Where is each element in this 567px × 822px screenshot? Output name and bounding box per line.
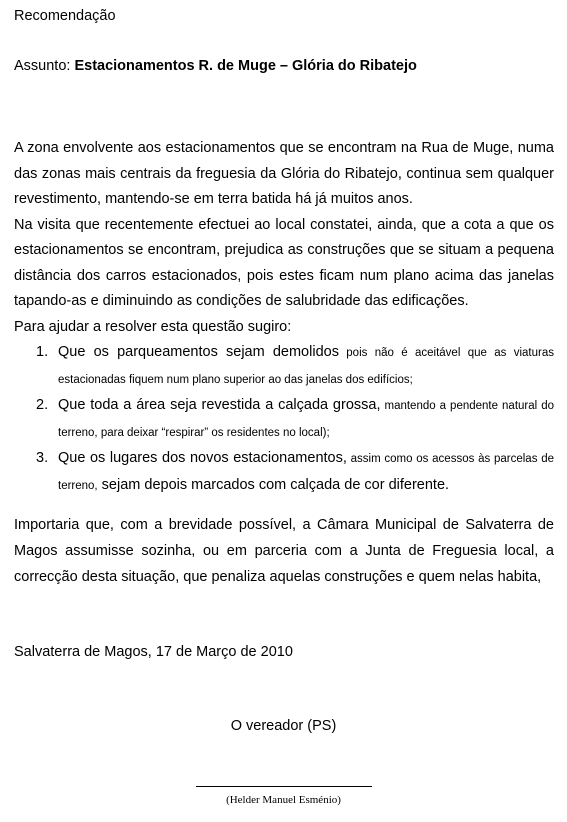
document-body (14, 136, 554, 499)
subject-line (14, 58, 417, 74)
paragraph-2: Na visita que recentemente efectuei ao local constatei, ainda, que a cota a que os estacionamentos se encontram, prejudica as construções que se situam a pequena distância dos carros estacionados, pois estes ficam num plano acima das janelas tapando-as e diminuindo as condições de salubridade das edificações. (14, 216, 554, 309)
suggestion-main: Que os lugares dos novos estacionamentos, (58, 450, 347, 466)
closing-section (14, 512, 554, 590)
suggestion-number: 3. (36, 450, 49, 466)
suggestion-item (14, 393, 554, 446)
suggestion-number: 1. (36, 344, 49, 360)
signer-role: O vereador (PS) (230, 718, 337, 734)
suggestion-detail: assim como os acessos às parcelas de terreno, (58, 453, 554, 492)
suggestion-number: 2. (36, 397, 49, 413)
suggestion-item (14, 340, 554, 393)
suggestion-main: Que os parqueamentos sejam demolidos (58, 344, 339, 360)
signer-name: (Helder Manuel Esménio) (226, 794, 341, 806)
subject-text: Estacionamentos R. de Muge – Glória do Ribatejo (74, 58, 417, 74)
suggestion-detail: mantendo a pendente natural do terreno, para deixar “respirar” os residentes no local); (58, 400, 554, 439)
suggestion-main: Que toda a área seja revestida a calçada grossa, (58, 397, 381, 413)
suggestion-detail: pois não é aceitável que as viaturas estacionadas fiquem num plano superior ao das janelas dos edifícios; (58, 347, 554, 386)
closing-paragraph: Importaria que, com a brevidade possível, a Câmara Municipal de Salvaterra de Magos assumisse sozinha, ou em parceria com a Junta de Freguesia local, a correcção desta situação, que penaliza aquelas construções e quem nelas habita, (14, 517, 554, 585)
signature-line (196, 786, 372, 787)
place-date: Salvaterra de Magos, 17 de Março de 2010 (14, 644, 293, 660)
suggestion-item (14, 446, 554, 499)
suggestion-tail: sejam depois marcados com calçada de cor diferente. (97, 476, 450, 493)
paragraph-3: Para ajudar a resolver esta questão sugiro: (14, 318, 292, 335)
document-title: Recomendação (14, 8, 116, 24)
suggestion-list (14, 340, 554, 499)
subject-label: Assunto: (14, 58, 71, 74)
paragraph-1: A zona envolvente aos estacionamentos que se encontram na Rua de Muge, numa das zonas mais centrais da freguesia da Glória do Ribatejo, continua sem qualquer revestimento, mantendo-se em terra batida há já muitos anos. (14, 140, 554, 207)
